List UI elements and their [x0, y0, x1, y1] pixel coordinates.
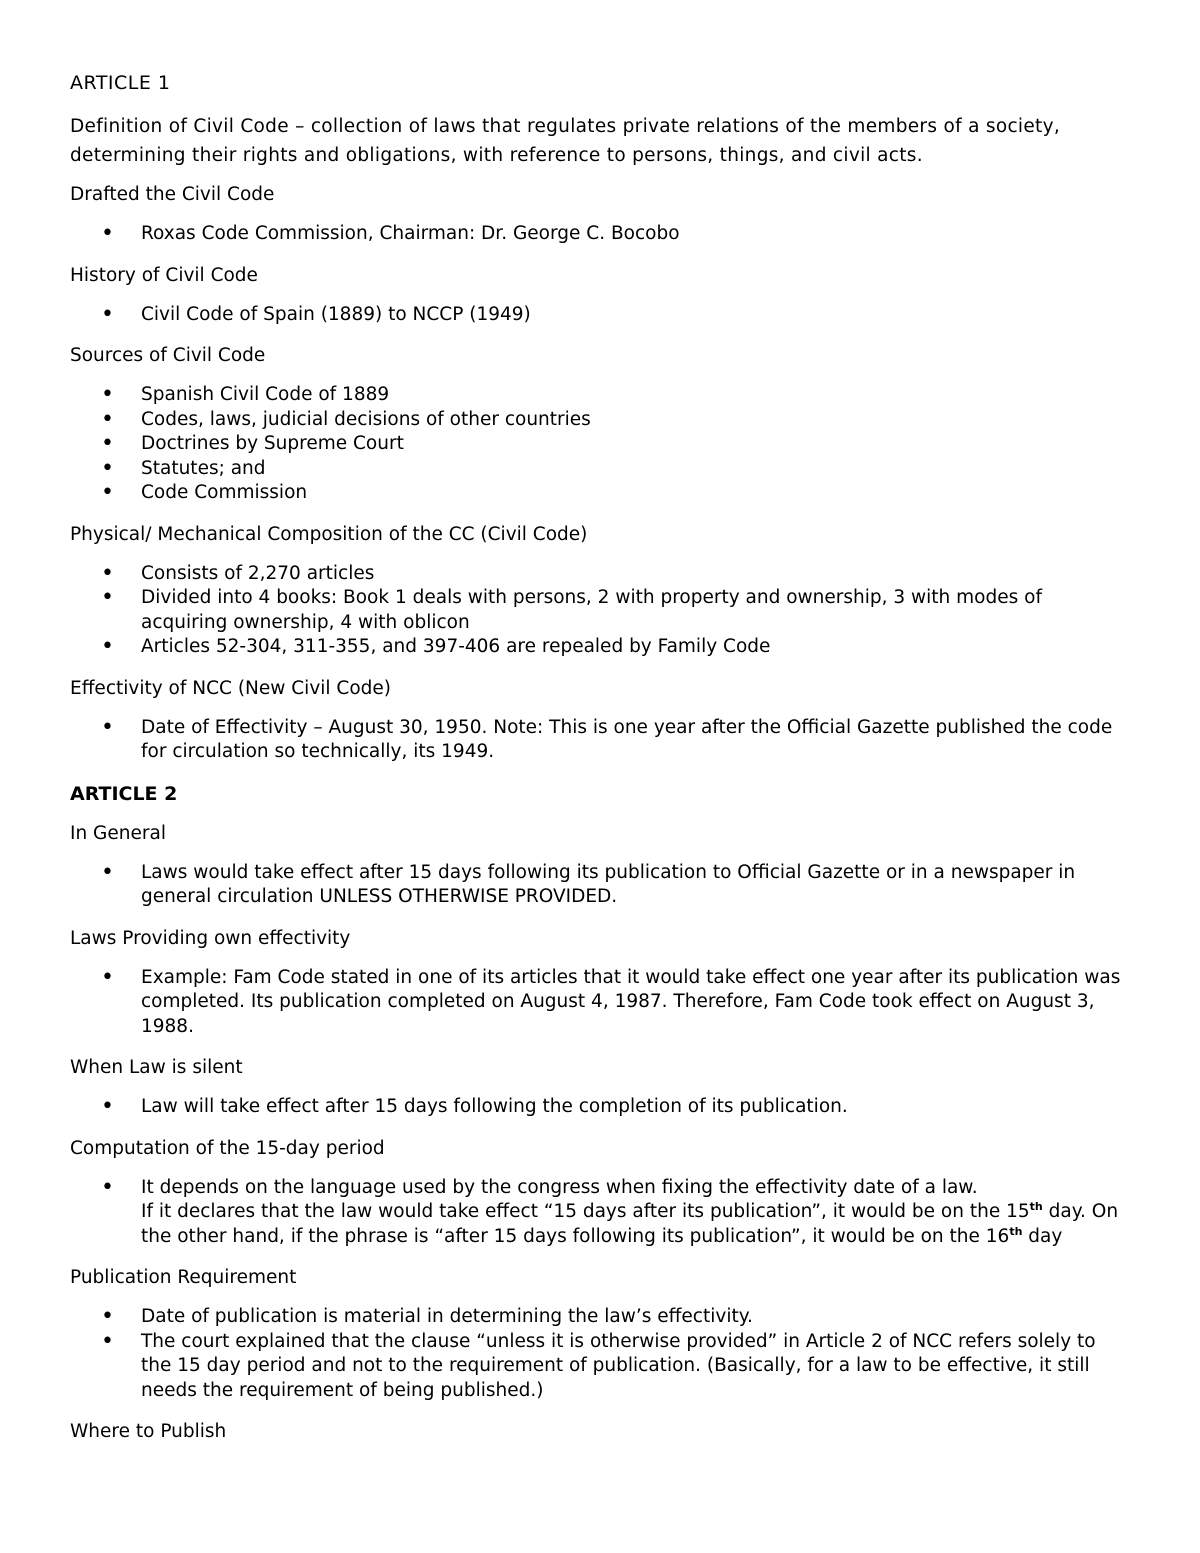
section-title: Sources of Civil Code [70, 345, 266, 366]
list-item: • Doctrines by Supreme Court [70, 432, 1130, 457]
bullet-list [70, 1305, 1130, 1403]
list-item: • Divided into 4 books: Book 1 deals with persons, 2 with property and ownership, 3 with modes of acquiring ownership, 4 with oblicon [70, 586, 1130, 635]
bullet-list [70, 562, 1130, 660]
list-item: • Date of publication is material in determining the law’s effectivity. [70, 1305, 1130, 1330]
section-title: Drafted the Civil Code [70, 184, 275, 205]
bullet-list [70, 1176, 1130, 1250]
section-title: In General [70, 822, 166, 844]
section-title: Laws Providing own effectivity [70, 927, 351, 949]
article-2-heading: ARTICLE 2 [70, 782, 178, 805]
ordinal-suffix: th [1029, 1200, 1043, 1213]
section-title: Where to Publish [70, 1421, 227, 1442]
section-title: Physical/ Mechanical Composition of the CC (Civil Code) [70, 523, 588, 545]
section-title: History of Civil Code [70, 264, 258, 286]
section-title: When Law is silent [70, 1057, 243, 1078]
list-item: • Codes, laws, judicial decisions of other countries [70, 408, 1130, 433]
ordinal-suffix: th [1009, 1224, 1023, 1238]
list-item: • Law will take effect after 15 days following the completion of its publication. [70, 1095, 1130, 1120]
list-item: • Consists of 2,270 articles [70, 562, 1130, 587]
article-1-heading: ARTICLE 1 [70, 72, 171, 94]
list-item: • Civil Code of Spain (1889) to NCCP (1949) [70, 303, 1130, 328]
section-title: Computation of the 15-day period [70, 1137, 385, 1159]
list-item: • Spanish Civil Code of 1889 [70, 383, 1130, 408]
bullet-list [70, 222, 1130, 247]
list-item: • Code Commission [70, 481, 1130, 506]
list-item: • Statutes; and [70, 457, 1130, 482]
section-title: Publication Requirement [70, 1267, 297, 1288]
bullet-list [70, 966, 1130, 1040]
civil-code-definition: Definition of Civil Code – collection of laws that regulates private relations of the members of a society, determining their rights and obligations, with reference to persons, things, and civil acts. [70, 116, 1061, 166]
computation-line-2c: day [1022, 1225, 1063, 1247]
list-item: • Articles 52-304, 311-355, and 397-406 are repealed by Family Code [70, 635, 1130, 660]
computation-line-2a: If it declares that the law would take effect “15 days after its publication”, it would be on the 15 [141, 1201, 1030, 1222]
list-item: • Laws would take effect after 15 days following its publication to Official Gazette or in a newspaper in general circulation UNLESS OTHERWISE PROVIDED. [70, 861, 1130, 910]
list-item: • The court explained that the clause “unless it is otherwise provided” in Article 2 of NCC refers solely to the 15 day period and not to the requirement of publication. (Basically, for a law to be effective, it still needs the requirement of being published.) [70, 1330, 1130, 1404]
bullet-list [70, 1095, 1130, 1120]
bullet-list [70, 716, 1130, 765]
bullet-list [70, 303, 1130, 328]
list-item-computation [70, 1176, 1130, 1250]
bullet-list [70, 861, 1130, 910]
bullet-list [70, 383, 1130, 506]
list-item: • Roxas Code Commission, Chairman: Dr. George C. Bocobo [70, 222, 1130, 247]
list-item: • Example: Fam Code stated in one of its articles that it would take effect one year after its publication was completed. Its publication completed on August 4, 1987. Therefore, Fam Code took effect on August 3, 1988. [70, 966, 1130, 1040]
section-title: Effectivity of NCC (New Civil Code) [70, 677, 392, 699]
document-page [70, 70, 1130, 1445]
computation-line-2b: day. On the other hand, if the phrase is “after 15 days following its publication”, it would be on the 16 [141, 1201, 1119, 1247]
list-item: • Date of Effectivity – August 30, 1950. Note: This is one year after the Official Gazette published the code for circulation so technically, its 1949. [70, 716, 1130, 765]
computation-line-1: It depends on the language used by the congress when fixing the effectivity date of a law. [141, 1176, 978, 1198]
